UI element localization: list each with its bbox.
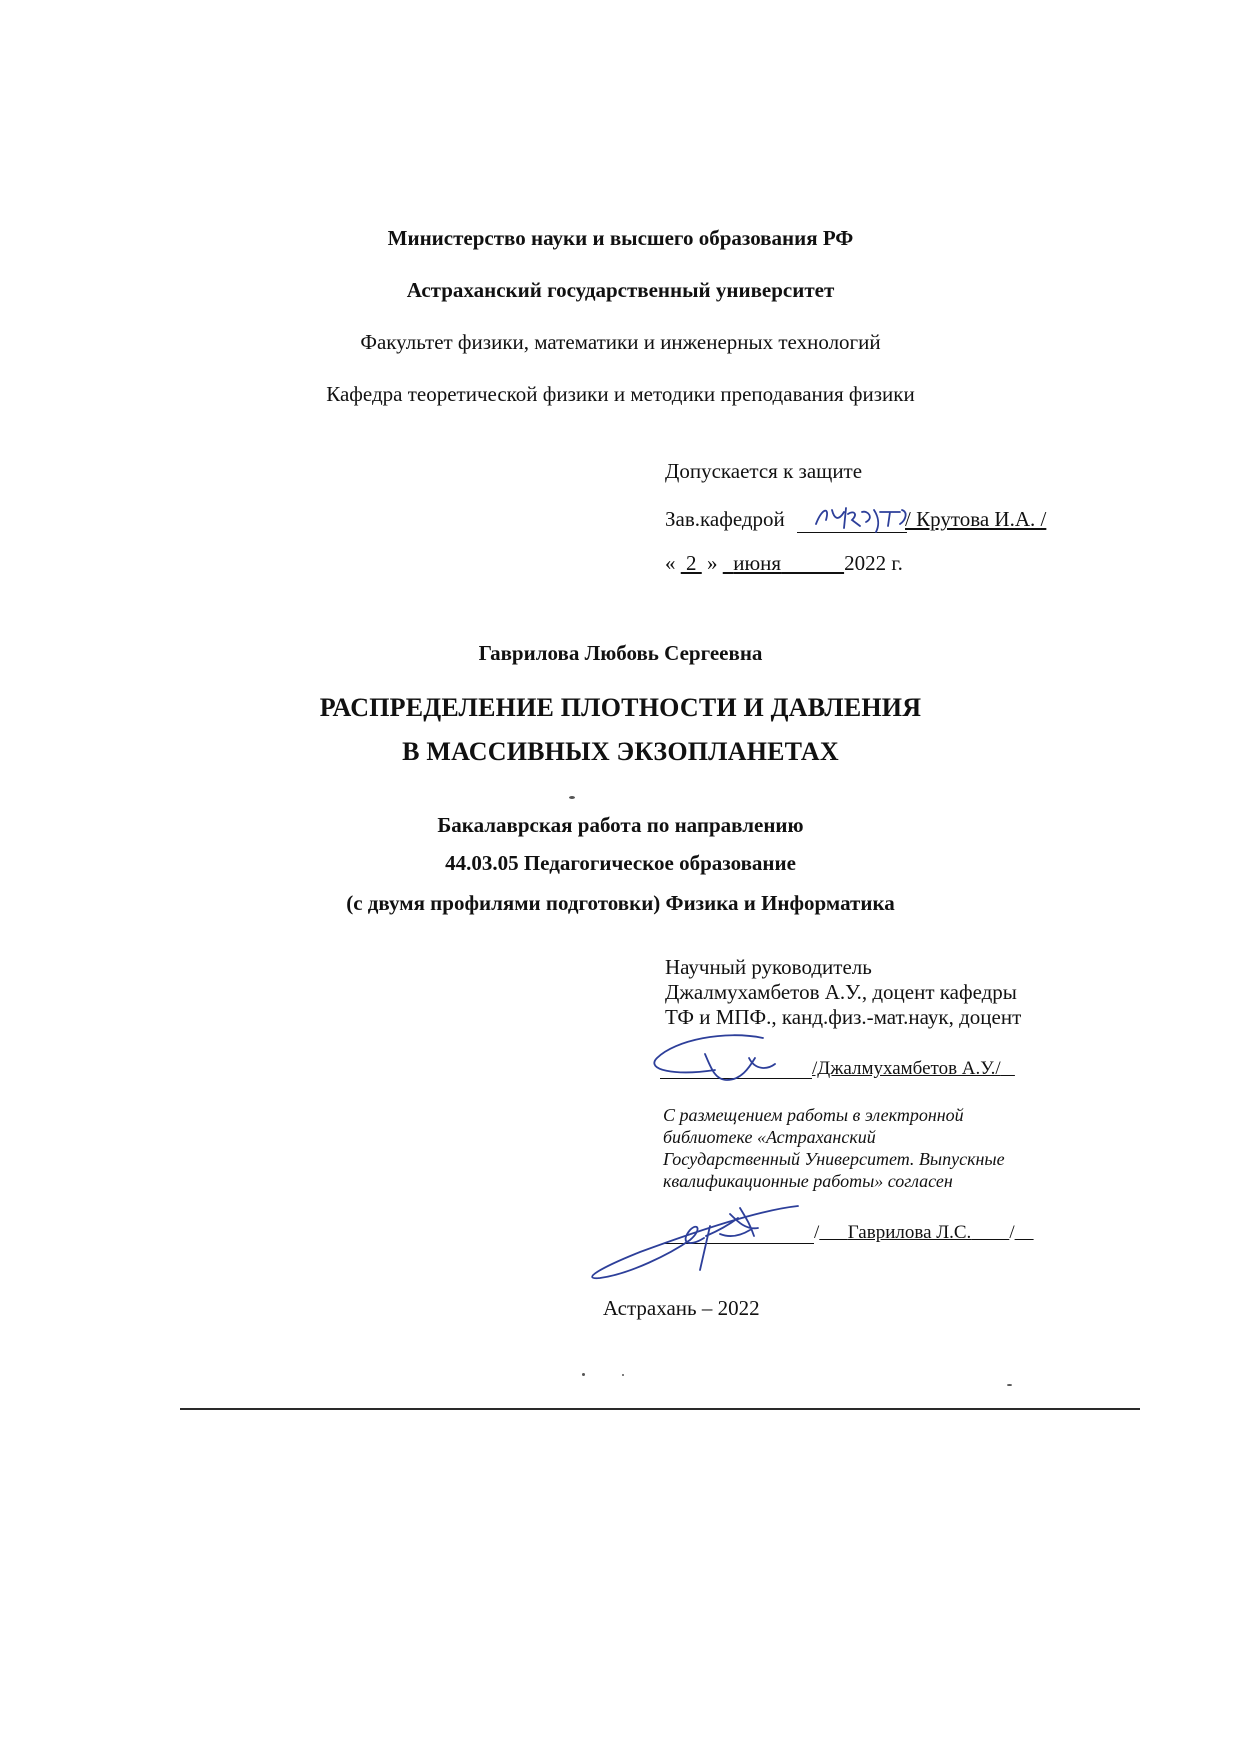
head-name: / Крутова И.А. / (905, 507, 1047, 531)
scan-speck (569, 796, 575, 799)
date-close-quote: » (707, 551, 718, 575)
supervisor-signature-image (645, 1030, 825, 1090)
supervisor-line1: Джалмухамбетов А.У., доцент кафедры (665, 980, 1017, 1004)
author-signature-image (580, 1200, 810, 1285)
date-day (681, 551, 702, 575)
consent-line3: Государственный Университет. Выпускные (663, 1149, 1005, 1169)
scan-speck (582, 1373, 585, 1376)
head-label: Зав.кафедрой (665, 507, 785, 531)
author-signature-slash2: / (1009, 1222, 1015, 1243)
head-signature-image (808, 498, 918, 538)
date-month (723, 551, 844, 575)
faculty-line: Факультет физики, математики и инженерных технологий (360, 330, 881, 354)
author-signature-name-text: Гаврилова Л.С. (847, 1222, 972, 1243)
approval-date (665, 551, 903, 576)
consent-line2: библиотеке «Астраханский (663, 1127, 876, 1147)
consent-line4: квалификационные работы» согласен (663, 1171, 953, 1191)
consent-line1: С размещением работы в электронной (663, 1105, 964, 1125)
author-signature-name (814, 1222, 1034, 1244)
scan-speck (622, 1374, 624, 1376)
work-type: Бакалаврская работа по направлению (437, 813, 804, 837)
thesis-title-line2: В МАССИВНЫХ ЭКЗОПЛАНЕТАХ (402, 737, 839, 766)
university-line: Астраханский государственный университет (406, 278, 835, 302)
work-profiles: (с двумя профилями подготовки) Физика и Информатика (346, 891, 895, 915)
admitted-label: Допускается к защите (665, 459, 863, 483)
author-name: Гаврилова Любовь Сергеевна (478, 641, 763, 665)
author-signature-slash1: / (814, 1222, 820, 1243)
supervisor-line2: ТФ и МПФ., канд.физ.-мат.наук, доцент (665, 1005, 1022, 1029)
department-line: Кафедра теоретической физики и методики преподавания физики (326, 382, 915, 406)
thesis-title-line1: РАСПРЕДЕЛЕНИЕ ПЛОТНОСТИ И ДАВЛЕНИЯ (319, 693, 922, 722)
ministry-line: Министерство науки и высшего образования РФ (387, 226, 854, 250)
date-month-value: июня (733, 551, 782, 575)
scan-speck (1007, 1384, 1012, 1386)
city-year: Астрахань – 2022 (603, 1296, 760, 1320)
date-open-quote: « (665, 551, 676, 575)
supervisor-label: Научный руководитель (665, 955, 872, 979)
date-day-value: 2 (686, 551, 697, 575)
supervisor-signature-name (812, 1058, 1015, 1080)
work-direction: 44.03.05 Педагогическое образование (445, 851, 796, 875)
date-year: 2022 г. (844, 551, 903, 575)
supervisor-signature-name-text: /Джалмухамбетов А.У./ (812, 1058, 1001, 1079)
scan-edge-line (180, 1408, 1140, 1410)
